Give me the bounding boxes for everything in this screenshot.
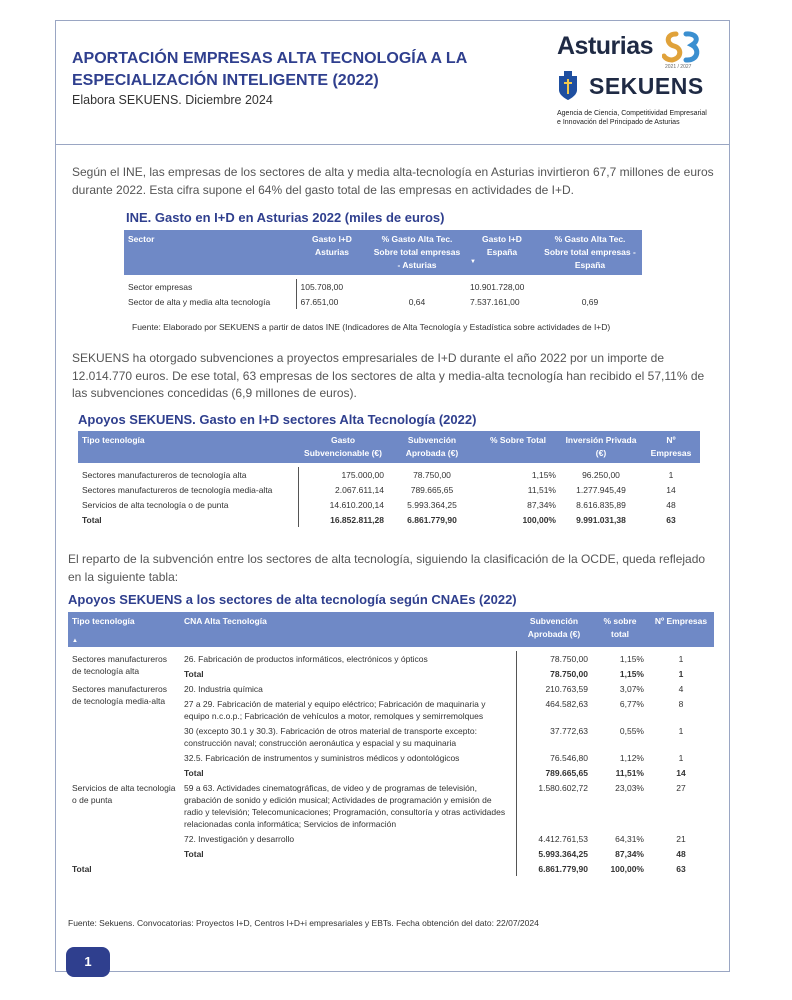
total-row: Total 78.750,00 1,15% 1	[68, 666, 714, 681]
col-header: CNA Alta Tecnología	[180, 612, 516, 647]
sekuens-logo: SEKUENS	[589, 73, 704, 99]
asturias-logo: Asturias	[557, 32, 654, 60]
col-header: % Gasto Alta Tec. Sobre total empresas - España	[538, 230, 642, 275]
total-row: Total 16.852.811,28 6.861.779,90 100,00% 9.991.031,38 63	[78, 512, 700, 527]
sort-up-icon[interactable]: ▲	[72, 638, 78, 644]
table-row: 30 (excepto 30.1 y 30.3). Fabricación de otros material de transporte excepto: construcción naval; construcción aeronáutica y espacial y su maquinaria 37.772,63 0,55% 1	[68, 723, 714, 750]
footer-source: Fuente: Sekuens. Convocatorias: Proyectos I+D, Centros I+D+i empresariales y EBTs. Fecha obtención del dato: 22/07/2024	[68, 918, 539, 928]
intro-paragraph: Según el INE, las empresas de los sectores de alta y media alta-tecnología en Asturias invirtieron 67,7 millones de euros durante 2022. Esta cifra supone el 64% del gasto total de las empresas en actividades de I+D.	[72, 165, 714, 197]
col-header: Tipo tecnología ▲	[68, 612, 180, 647]
table-row: Sectores manufactureros de tecnología media-alta 2.067.611,14 789.665,65 11,51% 1.277.945,49 14	[78, 482, 700, 497]
table-row: 27 a 29. Fabricación de material y equipo eléctrico; Fabricación de maquinaria y equipo n.c.o.p.; Fabricación de vehículos a motor, remolques y semirremolques 464.582,63 6,77% 8	[68, 696, 714, 723]
table-row: Servicios de alta tecnología o de punta 14.610.200,14 5.993.364,25 87,34% 8.616.835,89 48	[78, 497, 700, 512]
page-number: 1	[66, 947, 110, 977]
col-header: Gasto I+D España ▼	[466, 230, 538, 275]
asturias-shield-icon	[556, 70, 580, 102]
table1-source: Fuente: Elaborado por SEKUENS a partir de datos INE (Indicadores de Alta Tecnología y Estadística sobre actividades de I+D)	[132, 322, 611, 332]
col-header: Nº Empresas	[648, 612, 714, 647]
distribution-paragraph: El reparto de la subvención entre los sectores de alta tecnología, siguiendo la clasificación de la OCDE, queda reflejado en la siguiente tabla:	[68, 552, 706, 584]
header-divider	[55, 144, 730, 145]
agency-description: Agencia de Ciencia, Competitividad Empresarial e Innovación del Principado de Asturias	[557, 110, 707, 126]
total-row: Total 789.665,65 11,51% 14	[68, 765, 714, 780]
col-header: Subvención Aprobada (€)	[388, 431, 476, 463]
col-header: Gasto I+D Asturias	[296, 230, 368, 275]
col-header: Subvención Aprobada (€)	[516, 612, 592, 647]
total-row: Total 5.993.364,25 87,34% 48	[68, 846, 714, 861]
document-subtitle: Elabora SEKUENS. Diciembre 2024	[72, 93, 273, 107]
table-row: Sector empresas 105.708,00 10.901.728,00	[124, 279, 642, 294]
document-title: APORTACIÓN EMPRESAS ALTA TECNOLOGÍA A LA ESPECIALIZACIÓN INTELIGENTE (2022)	[72, 50, 467, 89]
col-header: Sector	[124, 230, 296, 275]
ine-table	[124, 230, 642, 309]
table-row: Sectores manufactureros de tecnología alta 26. Fabricación de productos informáticos, electrónicos y ópticos 78.750,00 1,15% 1	[68, 651, 714, 666]
col-header: Tipo tecnología	[78, 431, 298, 463]
subsidy-paragraph: SEKUENS ha otorgado subvenciones a proyectos empresariales de I+D durante el año 2022 por un importe de 12.014.770 euros. De ese total, 63 empresas de los sectores de alta y media-alta tecnología han recibido el 57,11% de las subvenciones concedidas (6,9 millones de euros).	[72, 351, 705, 400]
grand-total-row: Total 6.861.779,90 100,00% 63	[68, 861, 714, 876]
table-row: 32.5. Fabricación de instrumentos y suministros médicos y odontológicos 76.546,80 1,12% 1	[68, 750, 714, 765]
cnae-table	[68, 612, 714, 876]
col-header: % Gasto Alta Tec. Sobre total empresas - Asturias	[368, 230, 466, 275]
table1-title: INE. Gasto en I+D en Asturias 2022 (miles de euros)	[126, 210, 445, 225]
table3-title: Apoyos SEKUENS a los sectores de alta tecnología según CNAEs (2022)	[68, 592, 517, 607]
col-header: Nº Empresas	[642, 431, 700, 463]
col-header: Gasto Subvencionable (€)	[298, 431, 388, 463]
table-row: 72. Investigación y desarrollo 4.412.761,53 64,31% 21	[68, 831, 714, 846]
s3-logo-icon	[662, 30, 702, 64]
table-row: Servicios de alta tecnologia o de punta 59 a 63. Actividades cinematográficas, de video y de programas de televisión, grabación de sonido y edición musical; Actividades de programación y emisión de radio y televisión; Telecomunicaciones; Programación, consultoría y otras actividades relacionadas conla informática; Servicios de información 1.580.602,72 23,03% 27	[68, 780, 714, 831]
col-header: % sobre total	[592, 612, 648, 647]
col-header: Inversión Privada (€)	[560, 431, 642, 463]
table-row: Sector de alta y media alta tecnología 67.651,00 0,64 7.537.161,00 0,69	[124, 294, 642, 309]
sort-down-icon[interactable]: ▼	[470, 259, 476, 265]
table-row: Sectores manufactureros de tecnología media-alta 20. Industria química 210.763,59 3,07% 4	[68, 681, 714, 696]
table2-title: Apoyos SEKUENS. Gasto en I+D sectores Alta Tecnología (2022)	[78, 412, 477, 427]
sekuens-table	[78, 431, 700, 527]
table-row: Sectores manufactureros de tecnología alta 175.000,00 78.750,00 1,15% 96.250,00 1	[78, 467, 700, 482]
col-header: % Sobre Total	[476, 431, 560, 463]
s3-years: 2021 / 2027	[665, 64, 692, 70]
